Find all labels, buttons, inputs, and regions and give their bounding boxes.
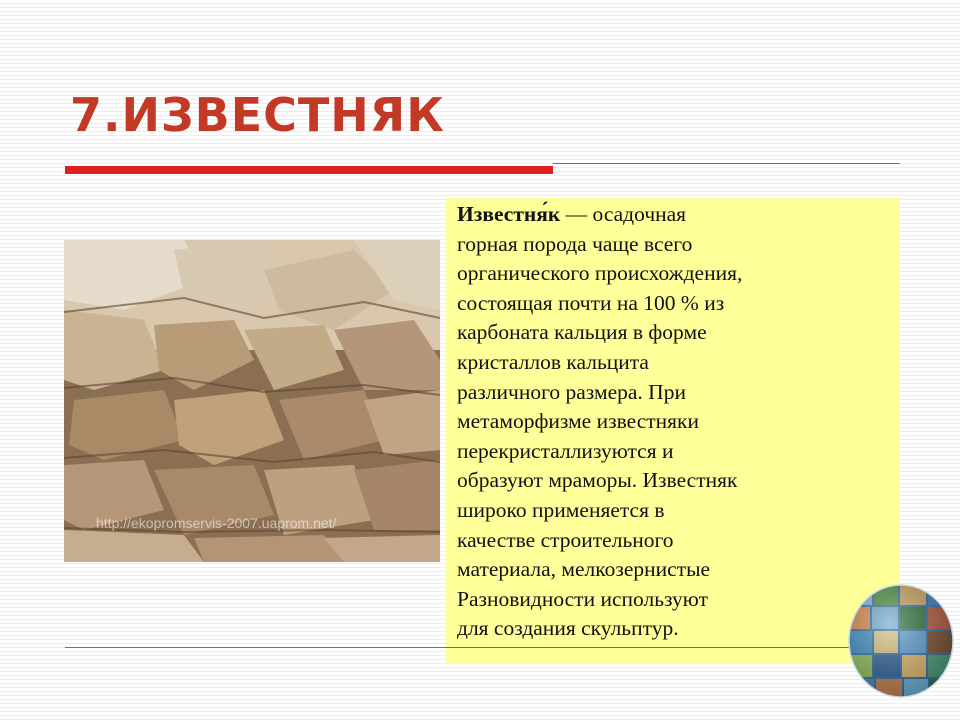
limestone-photo — [64, 240, 440, 562]
definition-line — [457, 200, 900, 230]
photo-watermark: http://ekopromservis-2007.uaprom.net/ — [96, 515, 337, 531]
definition-line: образуют мраморы. Известняк — [457, 468, 738, 493]
definition-line-text: — осадочная — [560, 202, 687, 226]
title-underline-thin — [553, 163, 900, 164]
definition-text-box — [446, 198, 900, 664]
definition-line: горная порода чаще всего — [457, 231, 693, 256]
definition-line: качестве строительного — [457, 527, 674, 552]
photo-globe-icon — [846, 583, 956, 701]
definition-line: различного размера. При — [457, 379, 686, 404]
definition-line: кристаллов кальцита — [457, 349, 649, 374]
title-underline-thick — [65, 166, 553, 174]
definition-line: для создания скульптур. — [457, 616, 679, 641]
definition-line: карбоната кальция в форме — [457, 320, 707, 345]
slide-title: 7.ИЗВЕСТНЯК — [70, 88, 445, 142]
definition-term: Известня́к — [457, 202, 561, 226]
definition-line: перекристаллизуются и — [457, 438, 674, 463]
definition-line: метаморфизме известняки — [457, 409, 699, 434]
bottom-rule — [65, 647, 900, 648]
definition-line: органического происхождения, — [457, 261, 743, 286]
definition-line: Разновидности используют — [457, 586, 708, 611]
definition-line: широко применяется в — [457, 497, 665, 522]
definition-line: материала, мелкозернистые — [457, 557, 711, 582]
definition-line: состоящая почти на 100 % из — [457, 290, 725, 315]
